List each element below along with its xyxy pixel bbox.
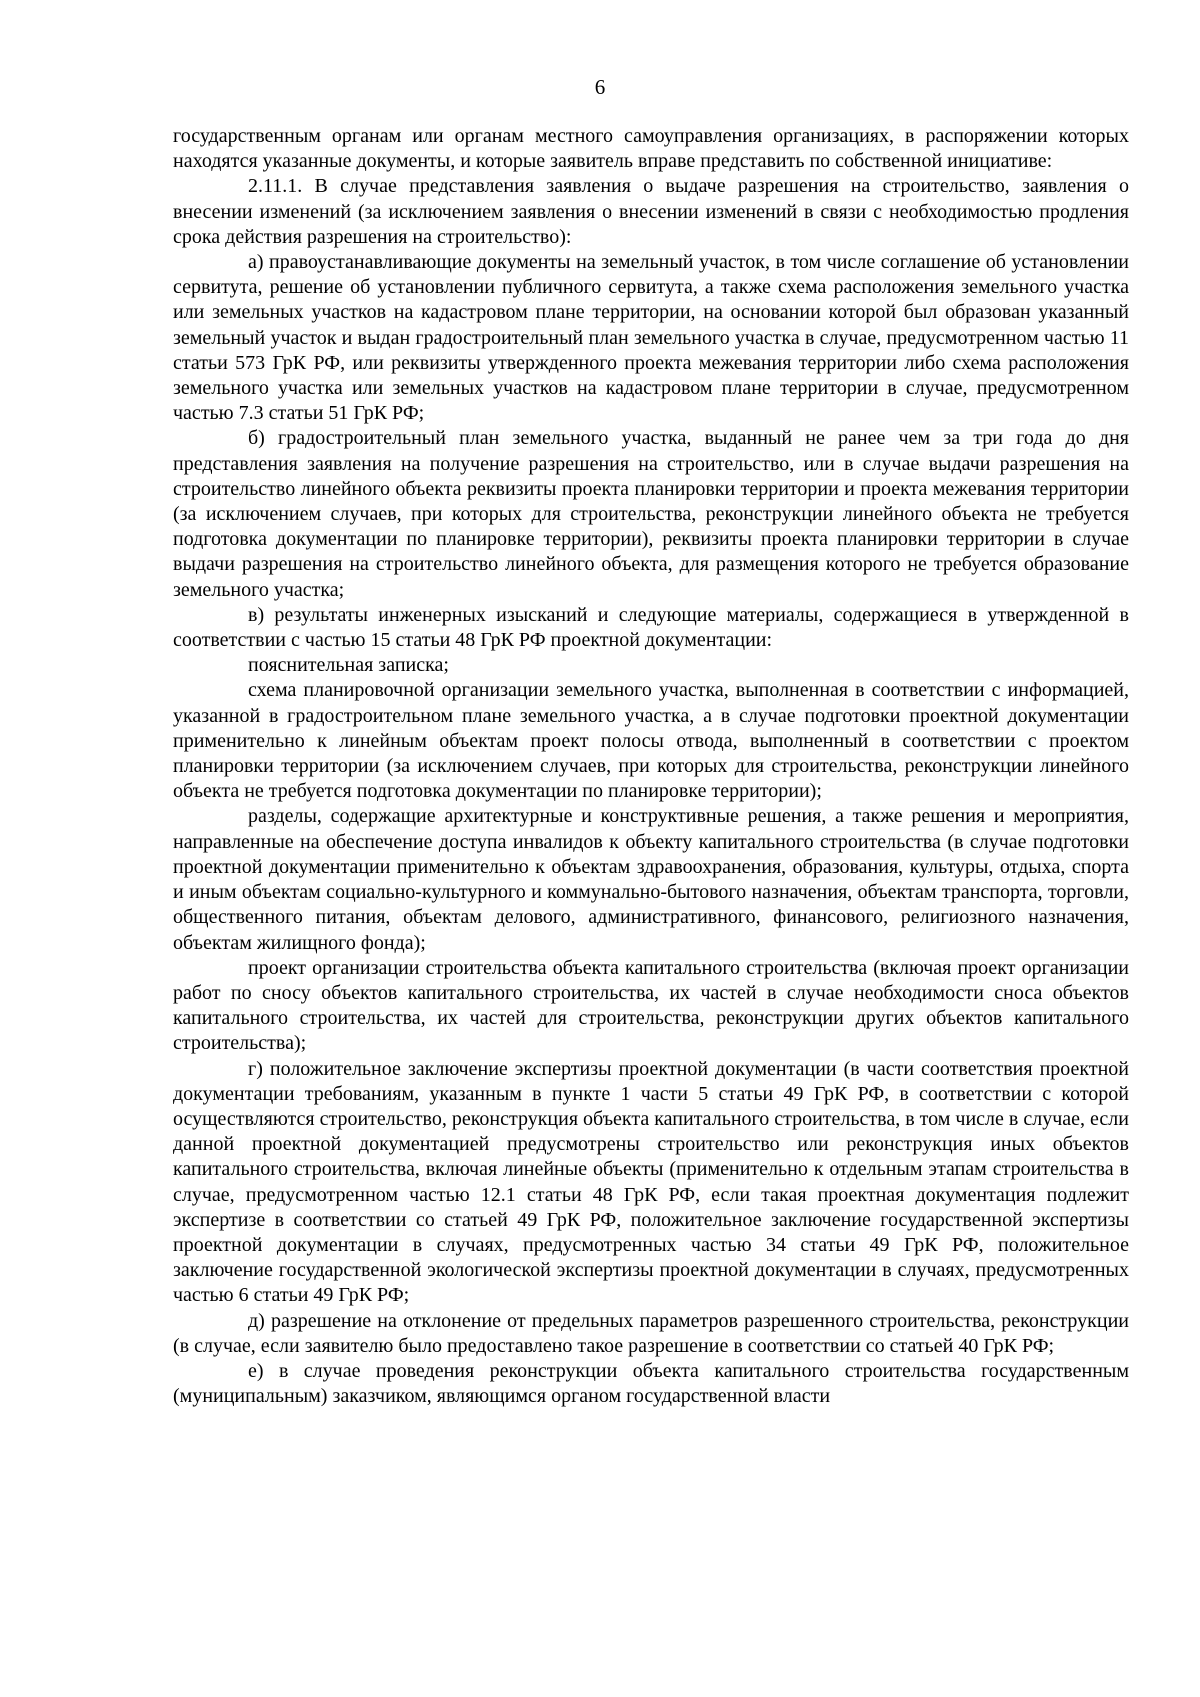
paragraph: 2.11.1. В случае представления заявления о выдаче разрешения на строительство, заявления о внесении изменений (за исключением заявления о внесении изменений в связи с необходимостью продления срока действия разрешения на строительство): xyxy=(173,175,1129,248)
paragraph: схема планировочной организации земельного участка, выполненная в соответствии с информацией, указанной в градостроительном плане земельного участка, а в случае подготовки проектной документации применительно к линейным объектам проект полосы отвода, выполненный в соответствии с проектом планировки территории (за исключением случаев, при которых для строительства, реконструкции линейного объекта не требуется подготовка документации по планировке территории); xyxy=(173,679,1129,803)
page-number: 6 xyxy=(594,75,606,99)
paragraph: государственным органам или органам местного самоуправления организациях, в распоряжении которых находятся указанные документы, и которые заявитель вправе представить по собственной инициативе: xyxy=(173,125,1129,173)
document-body xyxy=(173,124,1129,1409)
paragraph: а) правоустанавливающие документы на земельный участок, в том числе соглашение об установлении сервитута, решение об установлении публичного сервитута, а также схема расположения земельного участка или земельных участков на кадастровом плане территории, на основании которой был образован указанный земельный участок и выдан градостроительный план земельного участка в случае, предусмотренном частью 11 статьи 573 ГрК РФ, или реквизиты утвержденного проекта межевания территории либо схема расположения земельного участка или земельных участков на кадастровом плане территории в случае, предусмотренном частью 7.3 статьи 51 ГрК РФ; xyxy=(173,251,1129,425)
paragraph: д) разрешение на отклонение от предельных параметров разрешенного строительства, реконструкции (в случае, если заявителю было предоставлено такое разрешение в соответствии со статьей 40 ГрК РФ; xyxy=(173,1309,1129,1357)
paragraph: разделы, содержащие архитектурные и конструктивные решения, а также решения и мероприятия, направленные на обеспечение доступа инвалидов к объекту капитального строительства (в случае подготовки проектной документации применительно к объектам здравоохранения, образования, культуры, отдыха, спорта и иным объектам социально-культурного и коммунально-бытового назначения, объектам транспорта, торговли, общественного питания, объектам делового, административного, финансового, религиозного назначения, объектам жилищного фонда); xyxy=(173,805,1129,954)
paragraph: проект организации строительства объекта капитального строительства (включая проект организации работ по сносу объектов капитального строительства, их частей в случае необходимости сноса объектов капитального строительства, их частей для строительства, реконструкции других объектов капитального строительства); xyxy=(173,956,1129,1055)
paragraph: б) градостроительный план земельного участка, выданный не ранее чем за три года до дня представления заявления на получение разрешения на строительство, или в случае выдачи разрешения на строительство линейного объекта реквизиты проекта планировки территории и проекта межевания территории (за исключением случаев, при которых для строительства, реконструкции линейного объекта не требуется подготовка документации по планировке территории), реквизиты проекта планировки территории в случае выдачи разрешения на строительство линейного объекта, для размещения которого не требуется образование земельного участка; xyxy=(173,427,1129,601)
paragraph: е) в случае проведения реконструкции объекта капитального строительства государственным (муниципальным) заказчиком, являющимся органом государственной власти xyxy=(173,1359,1129,1408)
paragraph: пояснительная записка; xyxy=(248,654,449,677)
paragraph: г) положительное заключение экспертизы проектной документации (в части соответствия проектной документации требованиям, указанным в пункте 1 части 5 статьи 49 ГрК РФ, в соответствии с которой осуществляются строительство, реконструкция объекта капитального строительства, в том числе в случае, если данной проектной документацией предусмотрены строительство или реконструкция иных объектов капитального строительства, включая линейные объекты (применительно к отдельным этапам строительства в случае, предусмотренном частью 12.1 статьи 48 ГрК РФ, если такая проектная документация подлежит экспертизе в соответствии со статьей 49 ГрК РФ, положительное заключение государственной экспертизы проектной документации в случаях, предусмотренных частью 34 статьи 49 ГрК РФ, положительное заключение государственной экологической экспертизы проектной документации в случаях, предусмотренных частью 6 статьи 49 ГрК РФ; xyxy=(173,1057,1129,1307)
paragraph: в) результаты инженерных изысканий и следующие материалы, содержащиеся в утвержденной в соответствии с частью 15 статьи 48 ГрК РФ проектной документации: xyxy=(173,603,1129,652)
